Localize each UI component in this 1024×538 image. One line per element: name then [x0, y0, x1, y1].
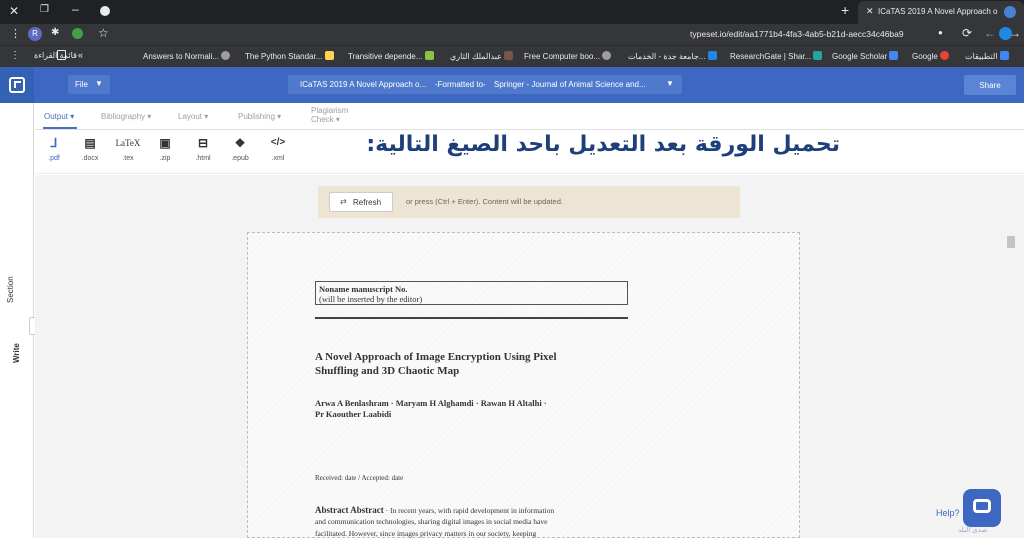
tab-layout[interactable]: Layout ▾: [178, 112, 209, 121]
tab-bibliography[interactable]: Bibliography ▾: [101, 112, 152, 121]
chat-button[interactable]: [963, 489, 1001, 527]
chat-bubble-icon: [973, 499, 991, 513]
abstract-heading: Abstract Abstract: [315, 505, 384, 515]
file-menu-label: File: [75, 80, 88, 89]
latex-icon: LaTeX: [115, 138, 141, 148]
abstract-line3: facilitated. However, since images privacy matters in our society, keeping: [315, 529, 537, 538]
help-link[interactable]: Help?: [936, 508, 960, 518]
bookmark-item[interactable]: Answers to Normali...: [143, 51, 233, 61]
epub-label: .epub: [231, 155, 249, 162]
pdf-icon: ⅃: [50, 136, 58, 150]
export-html-button[interactable]: [188, 134, 218, 162]
pdf-label: .pdf: [48, 155, 60, 162]
paper-preview: [247, 232, 800, 538]
manuscript-box: [315, 281, 628, 305]
refresh-hint: or press (Ctrl + Enter). Content will be updated.: [406, 197, 563, 206]
document-selector[interactable]: [288, 75, 682, 94]
app-logo[interactable]: [0, 67, 34, 103]
tab-search-icon[interactable]: [100, 6, 110, 16]
bookmark-item[interactable]: Transitive depende...: [348, 51, 437, 61]
extension-green-icon[interactable]: [72, 28, 83, 39]
refresh-icon: ⇄: [340, 197, 347, 206]
window-close-icon[interactable]: ✕: [9, 4, 20, 18]
html-label: .html: [195, 155, 211, 162]
tab-title: ICaTAS 2019 A Novel Approach o: [878, 7, 998, 16]
export-docx-button[interactable]: [75, 134, 105, 162]
share-button[interactable]: [964, 75, 1016, 95]
bookmarks-bar: [0, 45, 1024, 67]
bookmarks-chevron-icon[interactable]: «: [78, 50, 84, 60]
forward-icon[interactable]: ←: [984, 26, 996, 40]
bookmark-item[interactable]: Google Scholar: [832, 51, 901, 61]
tab-close-icon[interactable]: ✕: [866, 6, 874, 16]
url-text[interactable]: typeset.io/edit/aa1771b4-4fa3-4ab5-b21d-aecc34c46ba9: [690, 29, 904, 39]
paper-authors-line2: Pr Kaouther Laabidi: [315, 409, 392, 419]
rail-write-tab[interactable]: Write: [12, 343, 21, 363]
browser-tab-active[interactable]: [858, 1, 1024, 24]
docx-label: .docx: [81, 155, 99, 162]
xml-icon: </>: [270, 137, 286, 148]
logo-inner-mark: [14, 81, 21, 88]
epub-icon: ❖: [234, 136, 246, 150]
paper-title-line1: A Novel Approach of Image Encryption Using Pixel: [315, 351, 557, 363]
paper-title-line2: Shuffling and 3D Chaotic Map: [315, 365, 460, 377]
abstract-text-1: · In recent years, with rapid development in information: [385, 506, 555, 515]
reading-list-icon[interactable]: [57, 50, 66, 60]
export-pdf-button[interactable]: [39, 134, 69, 162]
chevron-down-icon: ▼: [666, 79, 674, 88]
back-icon[interactable]: →: [1009, 26, 1021, 40]
zip-icon: ▣: [159, 136, 171, 150]
bookmark-item[interactable]: The Python Standar...: [245, 51, 337, 61]
reading-list-label[interactable]: قائمة القراءة: [34, 51, 77, 60]
new-tab-icon[interactable]: +: [841, 2, 850, 18]
tex-label: .tex: [122, 155, 134, 162]
bookmarks-overflow-icon[interactable]: ⋮: [10, 50, 20, 61]
abstract-line1: [315, 505, 554, 515]
lock-icon[interactable]: ●: [938, 28, 943, 37]
tab-plagiarism-check[interactable]: Plagiarism Check ▾: [311, 106, 349, 124]
docx-icon: ▤: [84, 136, 96, 150]
export-epub-button[interactable]: [225, 134, 255, 162]
share-label: Share: [979, 81, 1001, 90]
bookmark-item[interactable]: ResearchGate | Shar...: [730, 51, 825, 61]
watermark: صدى البلد: [958, 527, 988, 534]
zip-label: .zip: [159, 155, 171, 162]
abstract-line2: and communication technologies, sharing digital images in social media have: [315, 517, 548, 526]
output-tabs-row: [35, 103, 1024, 130]
doc-title: ICaTAS 2019 A Novel Approach o...: [300, 80, 427, 89]
export-tex-button[interactable]: [113, 134, 143, 162]
paper-authors-line1: Arwa A Benlashram · Maryam H Alghamdi · Rawan H Altalhi ·: [315, 398, 547, 408]
rail-section-tab[interactable]: Section: [6, 276, 15, 303]
file-menu-button[interactable]: [68, 75, 110, 94]
manuscript-note: (will be inserted by the editor): [319, 294, 423, 304]
journal-name: Springer - Journal of Animal Science and...: [494, 80, 646, 89]
window-minimize-icon[interactable]: –: [72, 2, 79, 16]
bookmark-item[interactable]: Google: [912, 51, 952, 61]
tab-favicon-icon: [1004, 6, 1016, 18]
reload-icon[interactable]: ⟳: [962, 26, 973, 40]
tab-publishing[interactable]: Publishing ▾: [238, 112, 282, 121]
manuscript-number: Noname manuscript No.: [319, 284, 408, 294]
app-header: [0, 67, 1024, 103]
refresh-button[interactable]: [329, 192, 393, 212]
bookmark-star-icon[interactable]: ☆: [98, 26, 109, 40]
bookmark-item[interactable]: عبدالملك الثاري: [450, 51, 516, 61]
export-xml-button[interactable]: [263, 134, 293, 162]
html-icon: ⊟: [197, 136, 209, 150]
header-rule: [315, 317, 628, 319]
formatted-to-label: -Formatted to-: [435, 80, 486, 89]
profile-avatar[interactable]: R: [28, 27, 42, 41]
export-zip-button[interactable]: [150, 134, 180, 162]
arabic-annotation: تحميل الورقة بعد التعديل باحد الصيغ التالية:: [366, 132, 840, 157]
refresh-label: Refresh: [353, 198, 382, 207]
xml-label: .xml: [271, 155, 285, 162]
window-restore-icon[interactable]: ❐: [40, 4, 49, 15]
browser-address-bar: [0, 24, 1024, 45]
received-date: Received: date / Accepted: date: [315, 474, 404, 482]
tab-output-underline: [43, 127, 77, 129]
export-formats-row: [35, 130, 1024, 174]
refresh-banner: [318, 186, 740, 218]
browser-tab-bar: [0, 0, 1024, 24]
bookmark-item[interactable]: Free Computer boo...: [524, 51, 614, 61]
extensions-icon[interactable]: ✱: [51, 27, 60, 38]
preview-scrollbar-thumb[interactable]: [1007, 236, 1015, 248]
tab-output[interactable]: Output ▾: [44, 112, 75, 121]
menu-dots-icon[interactable]: ⋮: [10, 28, 21, 40]
bookmark-item[interactable]: جامعة جدة - الخدمات...: [628, 51, 720, 61]
chevron-down-icon: ▼: [95, 79, 103, 88]
bookmark-item[interactable]: التطبيقات: [965, 51, 1012, 61]
